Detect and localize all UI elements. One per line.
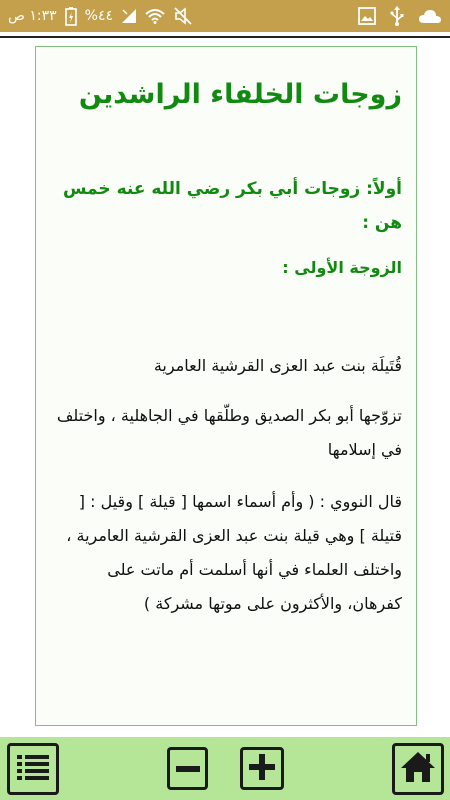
paragraph: قال النووي : ( وأم أسماء اسمها [ قيلة ] وقيل : [ قتيلة ] وهي قيلة بنت عبد العزى القرشية العامرية ، واختلف العلماء في أنها أسلمت أم ماتت على كفرهان، والأكثرون على موتها مشركة ) [66, 492, 402, 613]
list-icon [15, 750, 51, 788]
reader-view[interactable] [0, 40, 450, 737]
zoom-in-button[interactable] [240, 747, 284, 790]
home-button[interactable] [392, 743, 444, 795]
paragraph: قُتَيلَة بنت عبد العزى القرشية العامرية [153, 356, 402, 375]
home-icon [399, 750, 437, 788]
signal-icon [121, 8, 137, 24]
minus-icon [175, 759, 201, 778]
zoom-out-button[interactable] [167, 747, 208, 790]
status-bar-left [8, 6, 193, 26]
paragraph: تزوّجها أبو بكر الصديق وطلّقها في الجاهلية ، واختلف في إسلامها [56, 406, 402, 459]
wife-heading: الزوجة الأولى : [282, 258, 402, 277]
plus-icon [248, 753, 276, 785]
list-button[interactable] [7, 743, 59, 795]
usb-icon [390, 6, 404, 26]
bottom-toolbar [0, 737, 450, 800]
status-bar-right [358, 6, 442, 26]
article-title: زوجات الخلفاء الراشدين [78, 79, 402, 110]
status-bar-divider [0, 32, 450, 38]
article-content [36, 47, 416, 621]
battery-charging-icon [65, 6, 77, 26]
image-icon [358, 7, 376, 25]
mute-icon [173, 7, 193, 25]
battery-percent: %٤٤ [84, 8, 114, 24]
wifi-icon [145, 8, 165, 24]
status-time: ١:٣٣ ص [8, 8, 57, 24]
cloud-icon [418, 8, 442, 24]
status-bar [0, 0, 450, 32]
section-heading: أولاً: زوجات أبي بكر رضي الله عنه خمس هن : [62, 179, 402, 233]
article-frame [35, 46, 417, 726]
